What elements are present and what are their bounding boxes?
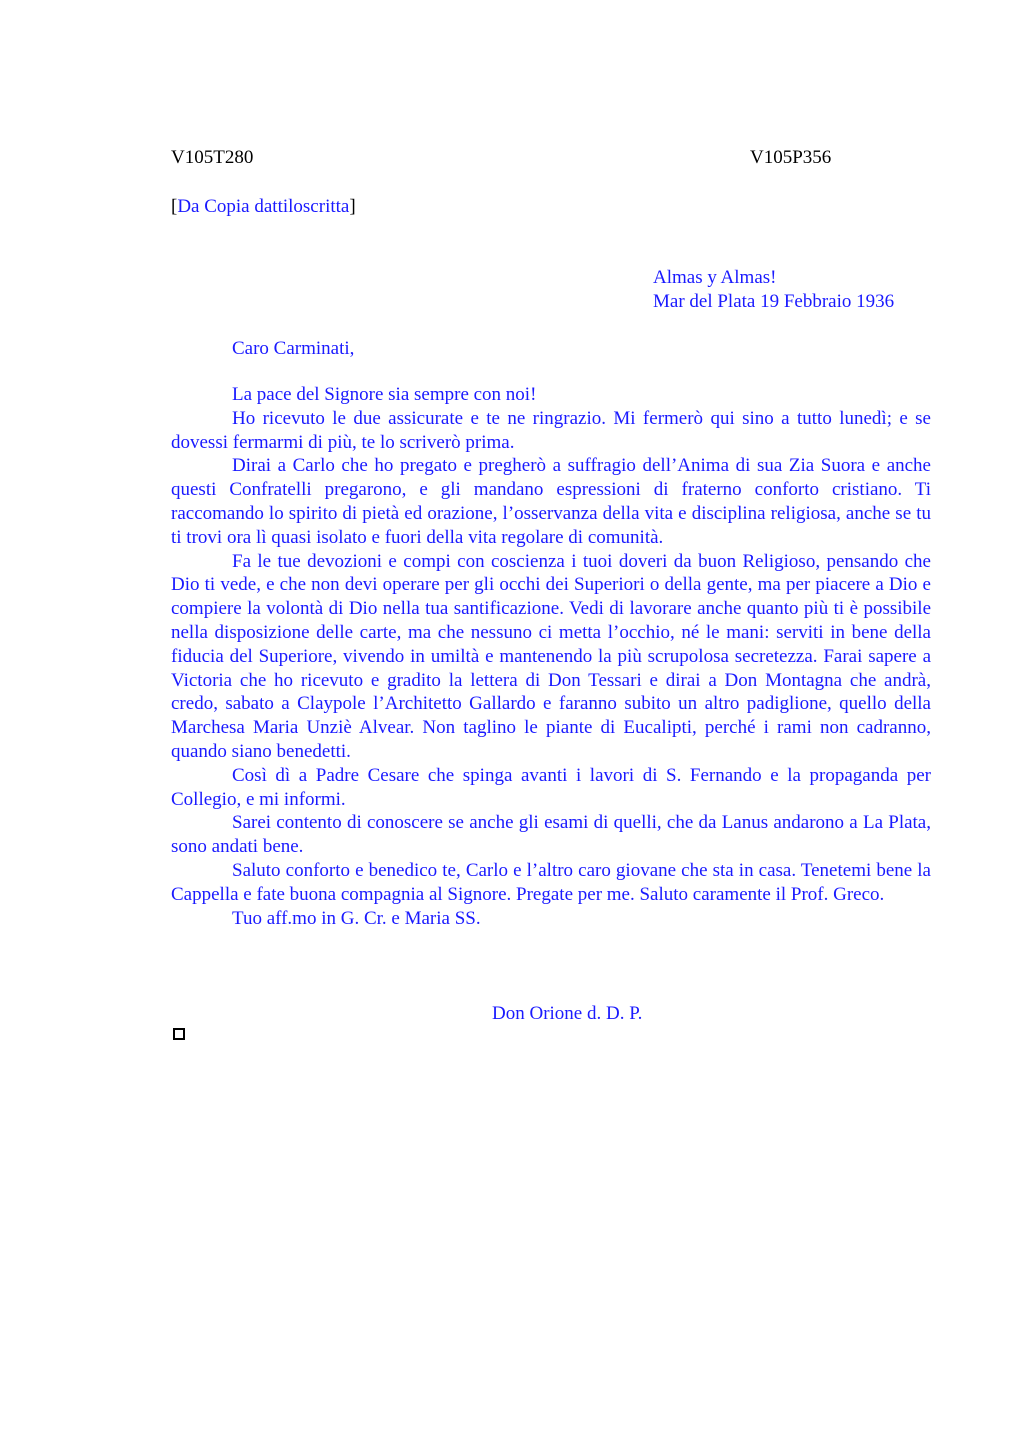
paragraph: Tuo aff.mo in G. Cr. e Maria SS.: [232, 907, 481, 929]
end-of-document-square-icon: [173, 1028, 185, 1040]
letter-place-date: Mar del Plata 19 Febbraio 1936: [653, 291, 895, 312]
letter-motto: Almas y Almas!: [653, 267, 777, 288]
letter-salutation: Caro Carminati,: [232, 338, 355, 359]
paragraph: Saluto conforto e benedico te, Carlo e l’altro caro giovane che sta in casa. Tenetemi bene la Cappella e fate buona compagnia al Signore. Pregate per me. Saluto caramente il Prof. Greco.: [171, 859, 931, 905]
source-note-text: Da Copia dattiloscritta: [177, 196, 350, 217]
letter-signature: Don Orione d. D. P.: [492, 1003, 643, 1024]
source-note-open-bracket: [: [171, 196, 178, 217]
source-note-close-bracket: ]: [349, 196, 356, 217]
paragraph: Dirai a Carlo che ho pregato e pregherò a suffragio dell’Anima di sua Zia Suora e anche questi Confratelli pregarono, e gli mandano espressioni di fraterno conforto cristiano. Ti raccomando lo spirito di pietà ed orazione, l’osservanza della vita e disciplina religiosa, anche se tu ti trovi ora lì quasi isolato e fuori della vita regolare di comunità.: [171, 455, 931, 548]
source-note: [171, 195, 356, 219]
paragraph: Ho ricevuto le due assicurate e te ne ringrazio. Mi fermerò qui sino a tutto lunedì; e se dovessi fermarmi di più, te lo scriverò prima.: [171, 407, 931, 453]
paragraph: Così dì a Padre Cesare che spinga avanti i lavori di S. Fernando e la propaganda per Collegio, e mi informi.: [171, 764, 931, 810]
document-code-right: V105P356: [750, 147, 832, 168]
letter-body: [171, 383, 931, 930]
paragraph: La pace del Signore sia sempre con noi!: [232, 384, 537, 405]
paragraph: Sarei contento di conoscere se anche gli esami di quelli, che da Lanus andarono a La Plata, sono andati bene.: [171, 812, 931, 858]
document-code-left: V105T280: [171, 147, 254, 168]
paragraph: Fa le tue devozioni e compi con coscienza i tuoi doveri da buon Religioso, pensando che Dio ti vede, e che non devi operare per gli occhi dei Superiori o della gente, ma per piacere a Dio e compiere la volontà di Dio nella tua santificazione. Vedi di lavorare anche quanto più ti è possibile nella disposizione delle carte, ma che nessuno ci metta l’occhio, né le mani: serviti in bene della fiducia del Superiore, vivendo in umiltà e mantenendo la più scrupolosa secretezza. Farai sapere a Victoria che ho ricevuto e gradito la lettera di Don Tessari e dirai a Don Montagna che andrà, credo, sabato a Claypole l’Architetto Gallardo e faranno subito un altro padiglione, quello della Marchesa Maria Unziè Alvear. Non taglino le piante di Eucalipti, perché i rami non cadranno, quando siano benedetti.: [171, 550, 931, 762]
